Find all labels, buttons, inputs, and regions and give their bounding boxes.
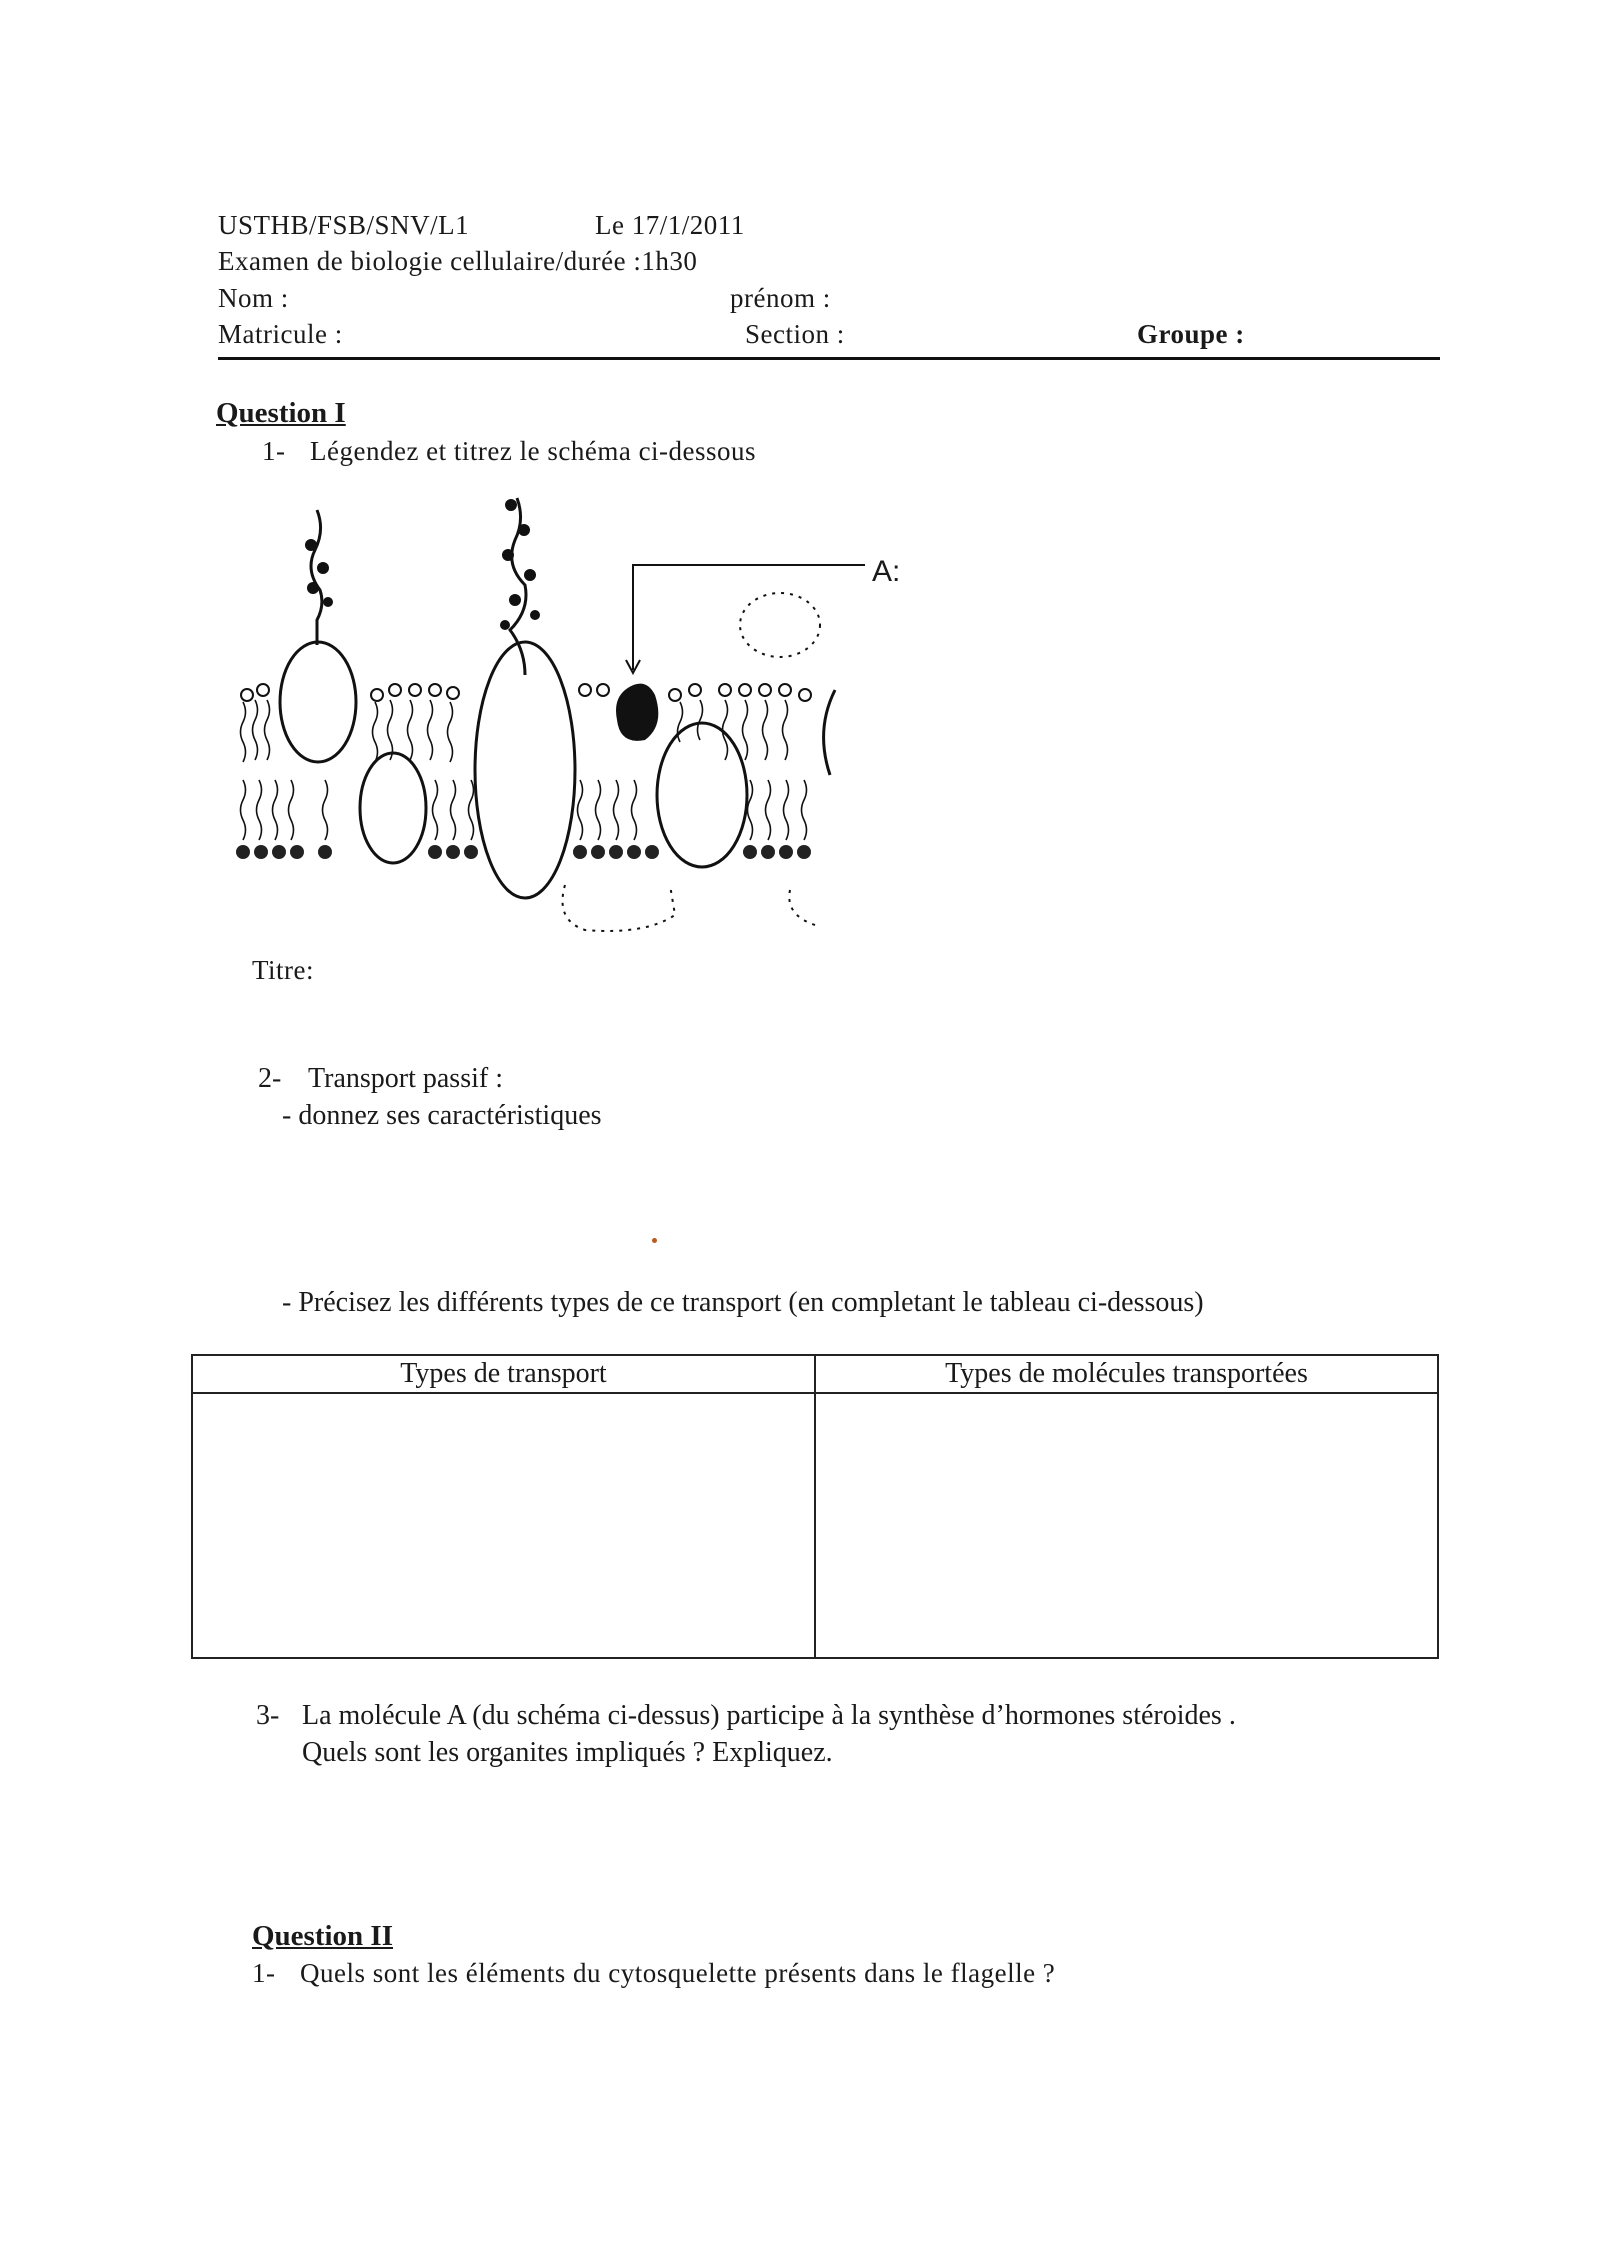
q2-1-number: 1- <box>252 1958 276 1988</box>
q1-2-text: Transport passif : <box>308 1063 503 1094</box>
q1-2-number: 2- <box>258 1063 282 1094</box>
question-1-title: Question I <box>216 397 346 429</box>
nom-label: Nom : <box>218 283 289 313</box>
header-divider <box>218 357 1440 360</box>
q1-1-text: Légendez et titrez le schéma ci-dessous <box>310 436 757 466</box>
q1-3-line1: La molécule A (du schéma ci-dessus) participe à la synthèse d’hormones stéroides . <box>302 1700 1236 1731</box>
q1-2-sub-types: - Précisez les différents types de ce transport (en completant le tableau ci-dessous) <box>282 1287 1204 1318</box>
diagram-label-a: A: <box>872 555 901 588</box>
q1-3-number: 3- <box>256 1700 280 1731</box>
question-2-title: Question II <box>252 1920 394 1952</box>
titre-label: Titre: <box>252 955 315 985</box>
q2-1-text: Quels sont les éléments du cytosquelette présents dans le flagelle ? <box>300 1958 1056 1988</box>
exam-date: Le 17/1/2011 <box>595 210 745 240</box>
table-cell-transport-types-answer[interactable] <box>192 1393 815 1658</box>
section-label: Section : <box>745 319 845 349</box>
institution-code: USTHB/FSB/SNV/L1 <box>218 210 470 240</box>
table-cell-molecule-types-answer[interactable] <box>815 1393 1438 1658</box>
groupe-label: Groupe : <box>1137 319 1245 349</box>
q1-1-number: 1- <box>262 436 286 466</box>
prenom-label: prénom : <box>730 283 831 313</box>
exam-title: Examen de biologie cellulaire/durée :1h30 <box>218 246 698 276</box>
table-header-transport-types: Types de transport <box>192 1355 815 1393</box>
membrane-diagram <box>225 490 945 950</box>
transport-table <box>191 1354 1439 1659</box>
q1-2-sub-characteristics: - donnez ses caractéristiques <box>282 1100 602 1131</box>
q1-3-line2: Quels sont les organites impliqués ? Expliquez. <box>302 1737 833 1768</box>
matricule-label: Matricule : <box>218 319 343 349</box>
scan-speck <box>652 1238 657 1243</box>
table-header-molecule-types: Types de molécules transportées <box>815 1355 1438 1393</box>
